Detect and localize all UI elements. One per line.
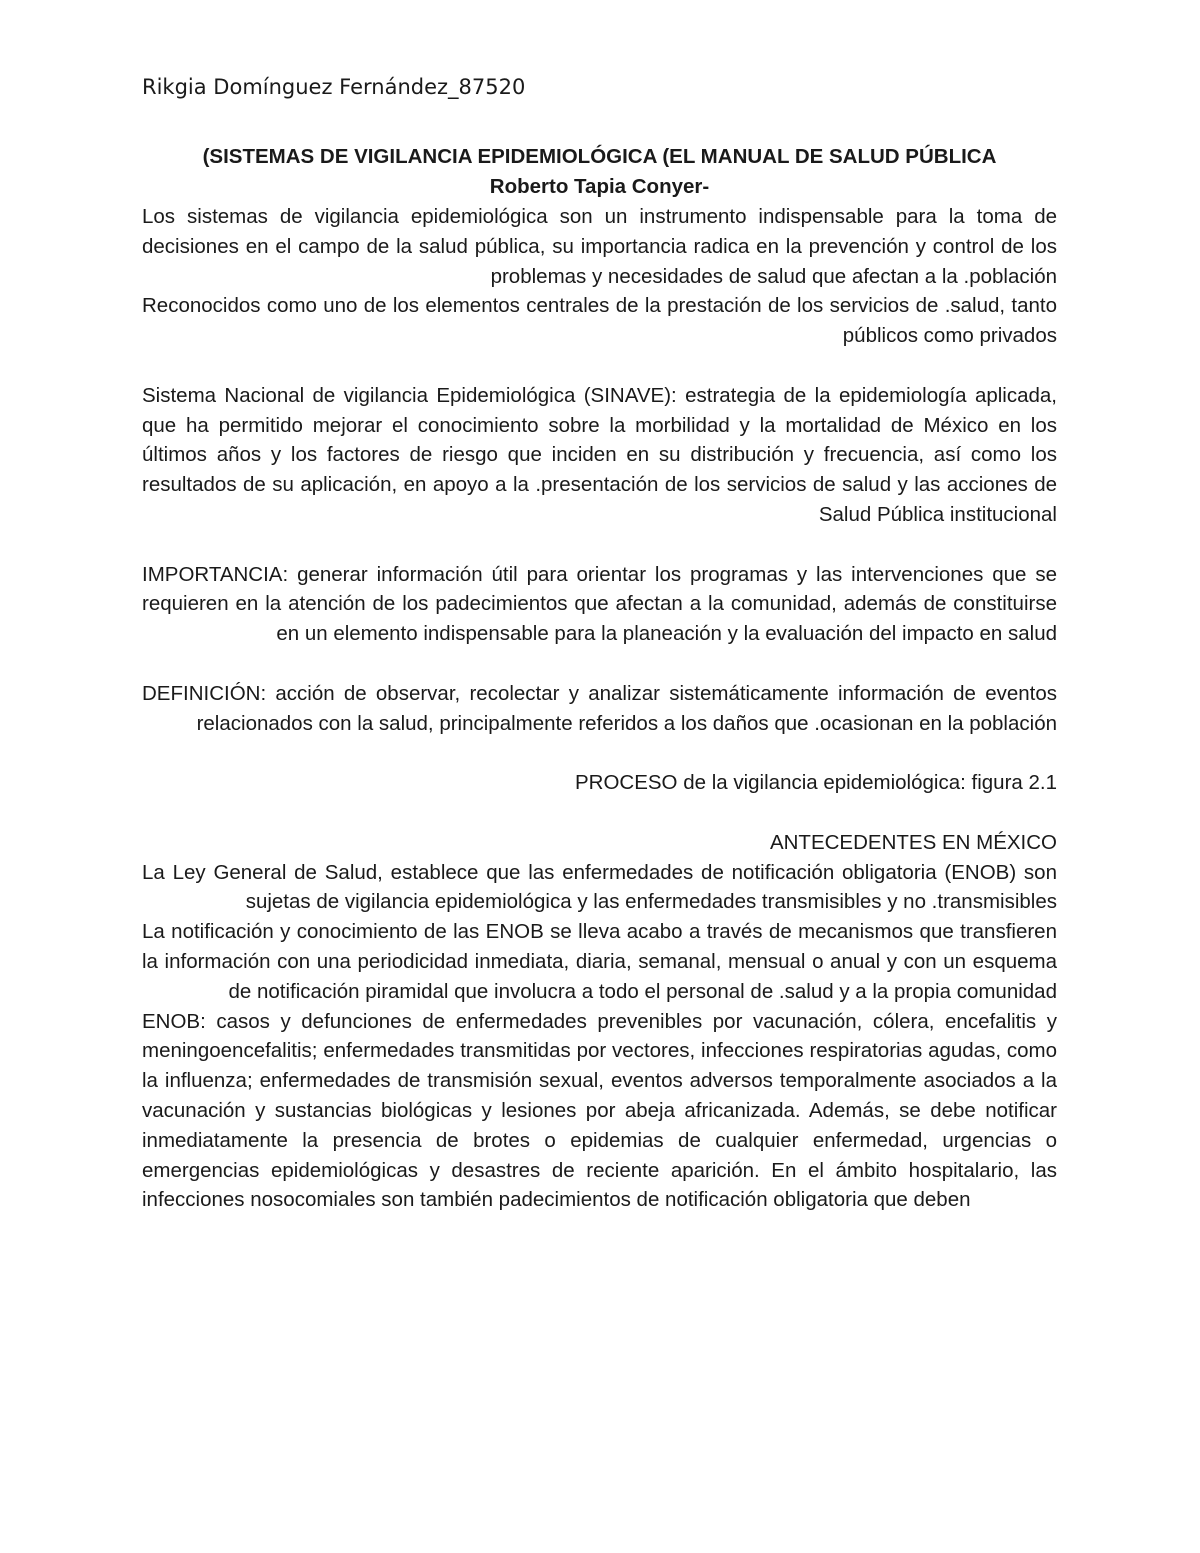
document-title bbox=[142, 142, 1057, 202]
paragraph-reconocidos: Reconocidos como uno de los elementos centrales de la prestación de los servicios de .salud, tanto públicos como privados bbox=[142, 294, 1057, 348]
title-line-2: Roberto Tapia Conyer- bbox=[489, 174, 710, 198]
author-header: Rikgia Domínguez Fernández_87520 bbox=[142, 75, 526, 99]
paragraph-importancia: IMPORTANCIA: generar información útil para orientar los programas y las intervenciones que se requieren en la atención de los padecimientos que afectan a la comunidad, además de constituirse en un elemento indispensable para la planeación y la evaluación del impacto en salud bbox=[142, 562, 1057, 646]
paragraph-gap bbox=[142, 649, 1057, 679]
title-line-1: (SISTEMAS DE VIGILANCIA EPIDEMIOLÓGICA (EL MANUAL DE SALUD PÚBLICA bbox=[202, 145, 997, 168]
paragraph-proceso: PROCESO de la vigilancia epidemiológica: figura 2.1 bbox=[574, 771, 1057, 795]
document-page bbox=[142, 0, 1057, 1553]
heading-antecedentes: ANTECEDENTES EN MÉXICO bbox=[769, 830, 1057, 854]
paragraph-gap bbox=[142, 530, 1057, 560]
document-body bbox=[142, 202, 1057, 1215]
paragraph-intro: Los sistemas de vigilancia epidemiológica son un instrumento indispensable para la toma de decisiones en el campo de la salud pública, su importancia radica en la prevención y control de los problemas y necesidades de salud que afectan a la .población bbox=[142, 205, 1057, 288]
paragraph-gap bbox=[142, 738, 1057, 768]
paragraph-gap bbox=[142, 798, 1057, 828]
paragraph-ley: La Ley General de Salud, establece que las enfermedades de notificación obligatoria (ENOB) son sujetas de vigilancia epidemiológica y las enfermedades transmisibles y no .transmisibles bbox=[142, 860, 1057, 914]
paragraph-definicion: DEFINICIÓN: acción de observar, recolectar y analizar sistemáticamente información de eventos relacionados con la salud, principalmente referidos a los daños que .ocasionan en la población bbox=[142, 681, 1057, 735]
paragraph-sinave: Sistema Nacional de vigilancia Epidemiológica (SINAVE): estrategia de la epidemiología aplicada, que ha permitido mejorar el conocimiento sobre la morbilidad y la mortalidad de México en los últimos años y los factores de riesgo que inciden en su distribución y frecuencia, así como los resultados de su aplicación, en apoyo a la .presentación de los servicios de salud y las acciones de Salud Pública institucional bbox=[142, 383, 1057, 526]
paragraph-notificacion: La notificación y conocimiento de las ENOB se lleva acabo a través de mecanismos que transfieren la información con una periodicidad inmediata, diaria, semanal, mensual o anual y con un esquema de notificación piramidal que involucra a todo el personal de .salud y a la propia comunidad bbox=[142, 920, 1057, 1003]
paragraph-gap bbox=[142, 351, 1057, 381]
paragraph-enob: ENOB: casos y defunciones de enfermedades prevenibles por vacunación, cólera, encefalitis y meningoencefalitis; enfermedades transmitidas por vectores, infecciones respiratorias agudas, como la influenza; enfermedades de transmisión sexual, eventos adversos temporalmente asociados a la vacunación y sustancias biológicas y lesiones por abeja africanizada. Además, se debe notificar inmediatamente la presencia de brotes o epidemias de cualquier enfermedad, urgencias o emergencias epidemiológicas y desastres de reciente aparición. En el ámbito hospitalario, las infecciones nosocomiales son también padecimientos de notificación obligatoria que deben bbox=[142, 1009, 1057, 1212]
